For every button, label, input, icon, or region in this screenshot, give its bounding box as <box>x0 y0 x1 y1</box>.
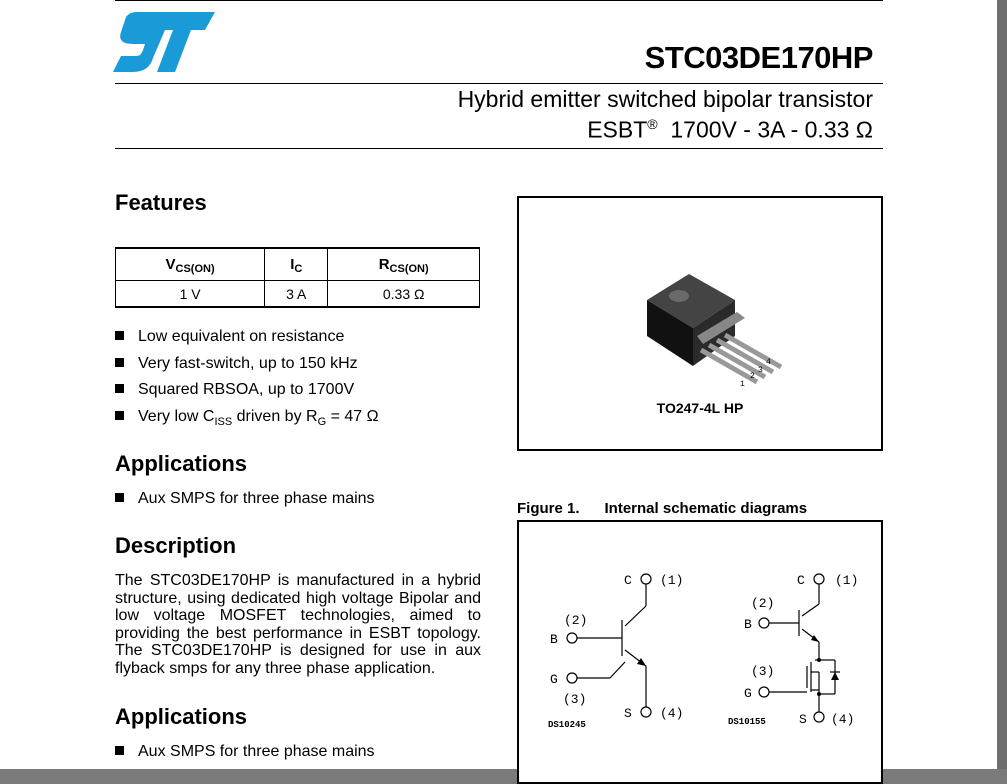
schematic-box <box>517 520 883 784</box>
right-s-num: (4) <box>831 712 855 727</box>
applications-heading-2: Applications <box>115 704 248 729</box>
left-b-label: B <box>550 632 558 647</box>
table-header-rcs: $R_{CS(ON)}$ <box>328 248 480 281</box>
description-heading: Description <box>115 533 237 558</box>
features-heading: Features <box>115 190 207 215</box>
right-b-num: (2) <box>751 596 775 611</box>
spec-values: 1700V - 3A - 0.33 Ω <box>670 116 873 143</box>
application-bullet: Aux SMPS for three phase mains <box>115 490 375 508</box>
left-c-num: (1) <box>660 573 684 588</box>
bullet-square-icon <box>115 411 124 420</box>
applications-heading: Applications <box>115 451 248 476</box>
to247-package-icon <box>637 266 787 396</box>
pin-label: 3 <box>758 366 763 375</box>
bullet-square-icon <box>115 384 124 393</box>
left-g-label: G <box>550 672 558 687</box>
bullet-square-icon <box>115 746 124 755</box>
part-number-title: STC03DE170HP <box>644 40 873 75</box>
spec-line <box>587 116 873 144</box>
left-b-num: (2) <box>564 613 588 628</box>
figure-number: Figure 1. <box>517 500 580 517</box>
right-b-label: B <box>744 617 752 632</box>
right-diagram-code: DS10155 <box>728 717 766 727</box>
pin-label: 4 <box>766 358 771 367</box>
right-g-label: G <box>744 686 752 701</box>
st-logo <box>113 10 217 74</box>
package-box <box>517 196 883 451</box>
pin-label: 1 <box>740 380 745 389</box>
right-g-num: (3) <box>751 664 775 679</box>
table-cell: 3 A <box>265 281 328 308</box>
right-c-num: (1) <box>835 573 859 588</box>
left-diagram-code: DS10245 <box>548 720 586 730</box>
spec-prefix: ESBT <box>587 116 648 143</box>
schematic-diagram <box>519 522 881 782</box>
bullet-square-icon <box>115 358 124 367</box>
figure-title: Internal schematic diagrams <box>604 500 808 517</box>
bullet-square-icon <box>115 331 124 340</box>
table-header-vcs: $V_{CS(ON)}$ <box>116 248 265 281</box>
subtitle: Hybrid emitter switched bipolar transistor <box>457 86 873 112</box>
left-s-num: (4) <box>660 706 684 721</box>
table-header-ic: $I_C$ <box>265 248 328 281</box>
title-rule <box>115 83 883 84</box>
right-c-label: C <box>797 573 805 588</box>
header-rule <box>115 148 883 149</box>
feature-bullet: Squared RBSOA, up to 1700V <box>115 381 354 399</box>
pin-label: 2 <box>750 372 755 381</box>
left-g-num: (3) <box>563 692 587 707</box>
left-c-label: C <box>624 573 632 588</box>
viewer-scroll-edge <box>997 0 1007 769</box>
description-text: The STC03DE170HP is manufactured in a hybrid structure, using dedicated high voltage Bipolar and low voltage MOSFET technologies, aimed to providing the best performance in ESBT topology. The STC03DE170HP is designed for use in aux flyback smps for any three phase application. <box>115 572 481 677</box>
figure-caption <box>517 500 807 517</box>
feature-bullet: Very fast-switch, up to 150 kHz <box>115 355 358 373</box>
package-label: TO247-4L HP <box>656 400 744 416</box>
feature-bullet: Low equivalent on resistance <box>115 328 344 346</box>
table-cell: 0.33 Ω <box>328 281 480 308</box>
feature-bullet: Very low $C_{ISS}$ driven by $R_G = 47$ Ω <box>115 408 379 428</box>
table-cell: 1 V <box>116 281 265 308</box>
features-table <box>115 247 480 308</box>
left-s-label: S <box>624 706 632 721</box>
registered-mark: ® <box>647 116 658 132</box>
right-s-label: S <box>799 712 807 727</box>
application-bullet: Aux SMPS for three phase mains <box>115 743 375 761</box>
top-rule <box>115 0 883 1</box>
bullet-square-icon <box>115 493 124 502</box>
